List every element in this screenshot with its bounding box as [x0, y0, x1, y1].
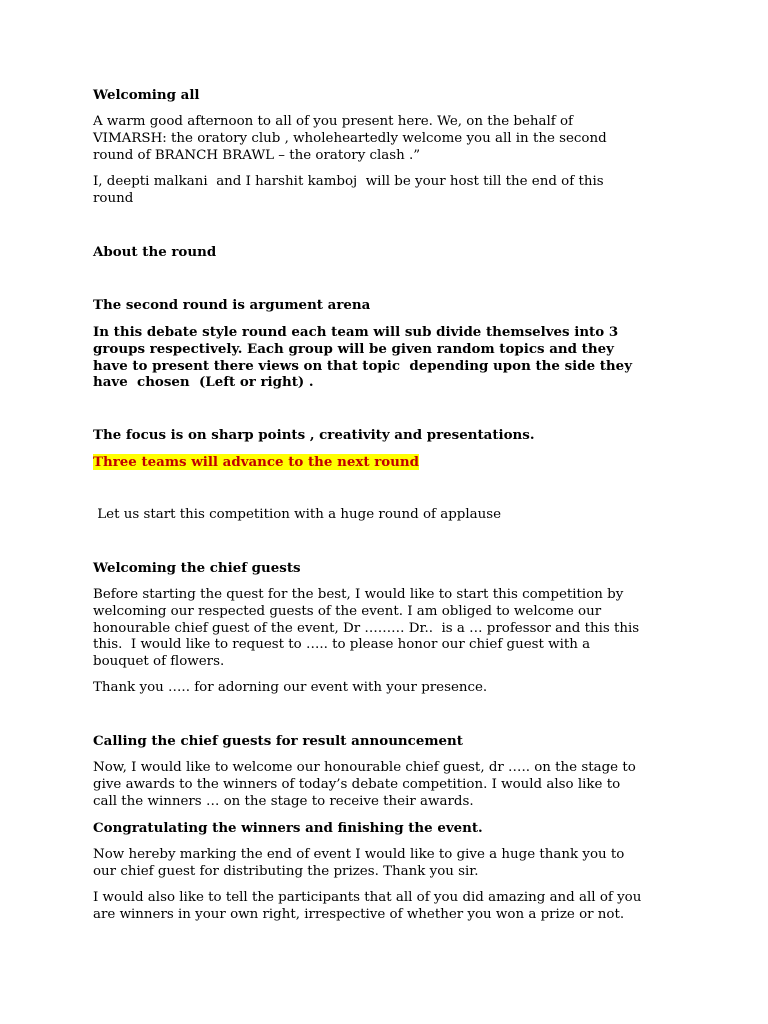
guests-paragraph-line: welcoming our respected guests of the event. I am obliged to welcome our	[93, 604, 602, 619]
round-description-line: have to present there views on that topic depending upon the side they	[93, 358, 632, 374]
advance-line	[93, 454, 419, 472]
welcome-paragraph-line: VIMARSH: the oratory club , wholeheartedly welcome you all in the second	[93, 131, 607, 146]
result-paragraph-line: call the winners … on the stage to receive their awards.	[93, 794, 474, 809]
round-description-line: have chosen (Left or right) .	[93, 374, 314, 390]
congrats-heading: Congratulating the winners and finishing the event.	[93, 820, 483, 836]
welcome-paragraph-line: round of BRANCH BRAWL – the oratory clash .”	[93, 148, 421, 163]
closing-paragraph-line: are winners in your own right, irrespective of whether you won a prize or not.	[93, 907, 625, 922]
focus-line: The focus is on sharp points , creativity and presentations.	[93, 427, 535, 443]
closing-paragraph-line: I would also like to tell the participants that all of you did amazing and all of you	[93, 890, 642, 905]
thank-you-line: Thank you ….. for adorning our event with your presence.	[93, 680, 488, 695]
hosts-paragraph-line: round	[93, 191, 134, 206]
welcome-paragraph-line: A warm good afternoon to all of you present here. We, on the behalf of	[93, 114, 574, 129]
result-heading: Calling the chief guests for result announcement	[93, 733, 463, 749]
guests-paragraph-line: bouquet of flowers.	[93, 654, 225, 669]
result-paragraph-line: Now, I would like to welcome our honourable chief guest, dr ….. on the stage to	[93, 760, 636, 775]
guests-heading: Welcoming the chief guests	[93, 560, 301, 576]
congrats-paragraph-line: Now hereby marking the end of event I would like to give a huge thank you to	[93, 847, 625, 862]
congrats-paragraph-line: our chief guest for distributing the prizes. Thank you sir.	[93, 864, 479, 879]
welcome-heading: Welcoming all	[93, 87, 200, 103]
result-paragraph-line: give awards to the winners of today’s debate competition. I would also like to	[93, 777, 621, 792]
round-description-line: groups respectively. Each group will be given random topics and they	[93, 341, 614, 357]
about-heading: About the round	[93, 244, 217, 260]
hosts-paragraph-line: I, deepti malkani and I harshit kamboj will be your host till the end of this	[93, 174, 604, 189]
applause-line: Let us start this competition with a huge round of applause	[93, 507, 502, 522]
guests-paragraph-line: this. I would like to request to ….. to please honor our chief guest with a	[93, 637, 591, 652]
round-description-line: In this debate style round each team will sub divide themselves into 3	[93, 324, 619, 340]
highlighted-advance-text: Three teams will advance to the next round	[93, 454, 420, 470]
guests-paragraph-line: honourable chief guest of the event, Dr ……… Dr.. is a … professor and this this	[93, 621, 640, 636]
round-heading: The second round is argument arena	[93, 297, 371, 313]
guests-paragraph-line: Before starting the quest for the best, I would like to start this competition by	[93, 587, 624, 602]
